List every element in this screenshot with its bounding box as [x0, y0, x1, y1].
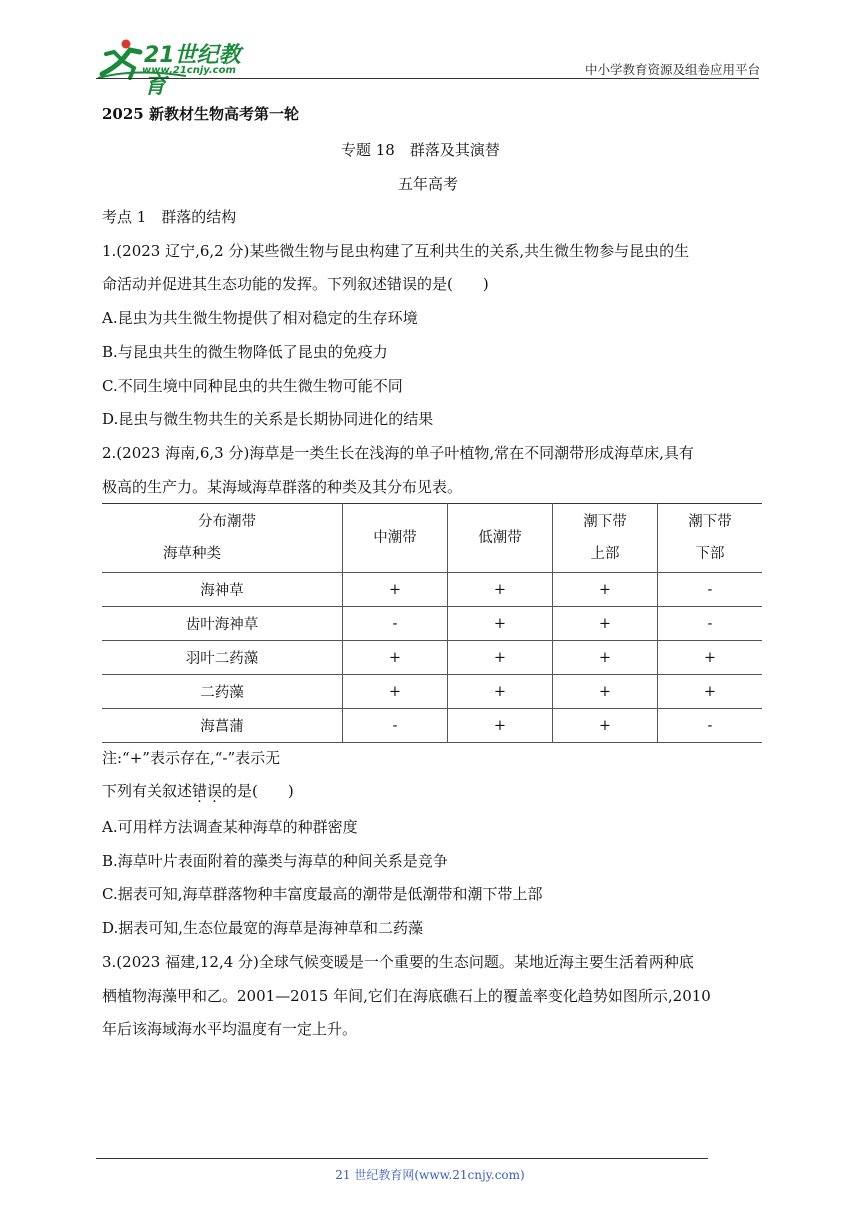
q2-stem-line-1: 2.(2023 海南,6,3 分)海草是一类生长在浅海的单子叶植物,常在不同潮带形成海草床,具有	[102, 444, 694, 462]
table-corner-cell	[102, 504, 343, 573]
table-cell: +	[343, 675, 448, 709]
q1-option-d: D.昆虫与微生物共生的关系是长期协同进化的结果	[102, 410, 434, 428]
topic-title: 专题 18 群落及其演替	[341, 141, 500, 159]
table-cell: -	[658, 573, 763, 607]
platform-name: 中小学教育资源及组卷应用平台	[584, 62, 760, 77]
col-header-low-tide: 低潮带	[448, 504, 553, 573]
table-note: 注:“+”表示存在,“-”表示无	[102, 749, 281, 767]
table-cell: +	[658, 675, 763, 709]
table-cell: +	[658, 641, 763, 675]
q3-line-3: 年后该海域海水平均温度有一定上升。	[102, 1020, 358, 1038]
series-title: 2025 新教材生物高考第一轮	[102, 105, 299, 123]
row-label: 海神草	[102, 573, 343, 607]
table-cell: +	[553, 709, 658, 743]
header-divider	[96, 78, 759, 79]
site-logo	[96, 38, 256, 99]
q1-option-b: B.与昆虫共生的微生物降低了昆虫的免疫力	[102, 343, 388, 361]
table-cell: +	[448, 607, 553, 641]
row-label: 齿叶海神草	[102, 607, 343, 641]
table-cell: +	[553, 675, 658, 709]
q2-ask-suffix: 的是( )	[222, 782, 294, 800]
q2-question	[102, 781, 294, 801]
table-row	[102, 573, 762, 607]
row-label: 二药藻	[102, 675, 343, 709]
col4-bottom-label: 下部	[695, 546, 725, 562]
logo-url: www.21cnjy.com	[142, 65, 236, 76]
col3-bottom-label: 上部	[590, 546, 620, 562]
footer-text: 21 世纪教育网(www.21cnjy.com)	[335, 1168, 525, 1182]
logo-text: 21世纪教育	[144, 43, 241, 99]
corner-top-label: 分布潮带	[198, 514, 256, 530]
table-cell: -	[658, 709, 763, 743]
col-header-mid-tide: 中潮带	[343, 504, 448, 573]
col3-top-label: 潮下带	[583, 514, 627, 530]
table-cell: +	[448, 675, 553, 709]
col-header-subtidal-lower	[658, 504, 763, 573]
section-title: 五年高考	[398, 175, 459, 193]
table-cell: -	[658, 607, 763, 641]
table-cell: +	[343, 641, 448, 675]
q2-option-d: D.据表可知,生态位最宽的海草是海神草和二药藻	[102, 919, 424, 937]
q1-option-c: C.不同生境中同种昆虫的共生微生物可能不同	[102, 377, 403, 395]
table-cell: +	[553, 607, 658, 641]
kaodian-heading: 考点 1 群落的结构	[102, 208, 237, 226]
q1-stem-line-1: 1.(2023 辽宁,6,2 分)某些微生物与昆虫构建了互利共生的关系,共生微生物参与昆虫的生	[102, 242, 690, 260]
q3-line-2: 栖植物海藻甲和乙。2001—2015 年间,它们在海底礁石上的覆盖率变化趋势如图所示,2010	[102, 987, 711, 1005]
q2-ask-prefix: 下列有关叙述	[102, 782, 193, 800]
q2-option-c: C.据表可知,海草群落物种丰富度最高的潮带是低潮带和潮下带上部	[102, 885, 543, 903]
table-cell: +	[553, 573, 658, 607]
col4-top-label: 潮下带	[688, 514, 732, 530]
table-cell: +	[343, 573, 448, 607]
emphasis-char-1: 错	[192, 782, 208, 800]
emphasis-char-2: 误	[207, 782, 223, 800]
table-header-row	[102, 504, 762, 573]
q2-stem-line-2: 极高的生产力。某海域海草群落的种类及其分布见表。	[102, 478, 463, 496]
table-cell: -	[343, 709, 448, 743]
q2-option-b: B.海草叶片表面附着的藻类与海草的种间关系是竞争	[102, 852, 448, 870]
table-cell: +	[553, 641, 658, 675]
row-label: 羽叶二药藻	[102, 641, 343, 675]
q3-line-1: 3.(2023 福建,12,4 分)全球气候变暖是一个重要的生态问题。某地近海主要生活着两种底	[102, 953, 694, 971]
q2-option-a: A.可用样方法调查某种海草的种群密度	[102, 818, 358, 836]
q1-stem-line-2: 命活动并促进其生态功能的发挥。下列叙述错误的是( )	[102, 275, 489, 293]
row-label: 海菖蒲	[102, 709, 343, 743]
table-cell: +	[448, 641, 553, 675]
table-row	[102, 675, 762, 709]
seagrass-distribution-table	[102, 503, 762, 743]
table-row	[102, 607, 762, 641]
corner-bottom-label: 海草种类	[163, 546, 221, 562]
table-row	[102, 641, 762, 675]
table-cell: +	[448, 709, 553, 743]
col-header-subtidal-upper	[553, 504, 658, 573]
footer-divider	[96, 1158, 708, 1159]
table-cell: +	[448, 573, 553, 607]
table-row	[102, 709, 762, 743]
q1-option-a: A.昆虫为共生微生物提供了相对稳定的生存环境	[102, 309, 418, 327]
table-cell: -	[343, 607, 448, 641]
